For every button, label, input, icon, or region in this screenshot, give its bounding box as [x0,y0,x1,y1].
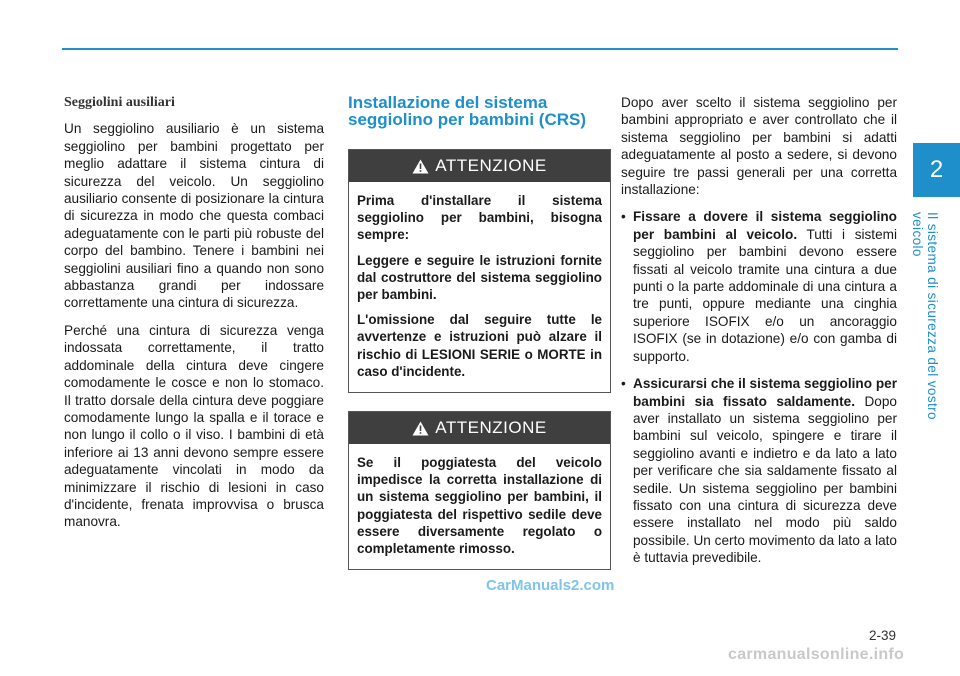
paragraph-installation-intro: Dopo aver scelto il sistema seggiolino per bambini appropriato e aver controllato che il sistema seggiolino per bambini si adatti adeguatamente al posto a sedere, si devono seguire tre passi generali per una corretta installazione: [621,95,897,198]
list-item-text: Dopo aver installato un sistema seggiolino per bambini sul veicolo, spingere e tirare il seggiolino avanti e indietro e da lato a lato per verificare che sia saldamente fissato al sedile. Un sistema seggiolino per bambini fissato con una cintura di sicurezza deve essere installato nel modo più saldo possibile. Un certo movimento da lato a lato è tuttavia prevedibile. [633,393,897,566]
paragraph-booster-seats: Un seggiolino ausiliario è un sistema seggiolino per bambini progettato per meglio adattare il sistema cintura di sicurezza del veicolo. Un seggiolino ausiliario consente di posizionare la cintura di sicurezza in modo che questa combaci adeguatamente con le parti più robuste del corpo del bambino. Tenere i bambini nei seggiolini ausiliari fino a quando non sono abbastanza grandi per indossare correttamente una cintura di sicurezza. [64,121,324,311]
middle-column [348,94,611,588]
warning-header [349,412,610,444]
paragraph-seat-belt-fit: Perché una cintura di sicurezza venga indossata correttamente, il tratto addominale della cintura deve cingere comodamente le cosce e non lo stomaco. Il tratto dorsale della cintura deve poggiare comodamente lungo la spalla e il torace e non lungo il collo o il viso. I bambini di età inferiore ai 13 anni devono sempre essere adeguatamente vincolati in modo da minimizzare il rischio di lesioni in caso d'incidente, frenata improvvisa o brusca manovra. [64,322,324,530]
warning-box-2 [348,411,611,570]
watermark-carmanualsonline: carmanualsonline.info [728,646,905,663]
warning-box-1 [348,149,611,393]
list-item [621,375,897,566]
list-item-bold: Fissare a dovere il sistema seggiolino per bambini al veicolo. [633,209,897,242]
chapter-title: Il sistema di sicurezza del vostro veicolo [910,212,940,420]
warning-body [349,182,610,392]
warning-triangle-icon [412,421,429,436]
warning-label: ATTENZIONE [435,156,547,176]
list-item-bold: Assicurarsi che il sistema seggiolino per bambini sia fissato saldamente. [633,376,897,409]
warning-triangle-icon [412,159,429,174]
installation-steps-list [621,208,897,566]
warning-header [349,150,610,182]
warning-text: Leggere e seguire le istruzioni fornite dal costruttore del sistema seggiolino per bambini. [357,252,602,303]
warning-label: ATTENZIONE [435,418,547,438]
watermark-carmanuals2: CarManuals2.com [486,577,615,594]
chapter-tab: 2 [913,143,960,197]
subheading: Seggiolini ausiliari [64,95,175,110]
warning-text: Prima d'installare il sistema seggiolino per bambini, bisogna sempre: [357,193,602,243]
right-column [621,94,897,577]
list-item-text: Tutti i sistemi seggiolino per bambini devono essere fissati al veicolo tramite una cintura a due punti o la parte addominale di una cintura a tre punti, oppure mediante una cinghia superiore ISOFIX e/o un ancoraggio ISOFIX (se in dotazione) e/o con gamba di supporto. [633,226,897,364]
top-rule [62,48,898,50]
page-number: 2-39 [868,628,896,643]
warning-text: Se il poggiatesta del veicolo impedisce la corretta installazione di un sistema seggiolino per bambini, il poggiatesta del rispettivo sedile deve essere diversamente regolato o completamente rimosso. [357,455,602,557]
warning-text: L'omissione dal seguire tutte le avvertenze e istruzioni può alzare il rischio di LESIONI SERIE o MORTE in caso d'incidente. [357,312,602,379]
warning-body [349,444,610,569]
list-item [621,208,897,365]
left-column [64,94,324,541]
section-title: Installazione del sistema seggiolino per bambini (CRS) [348,93,587,129]
